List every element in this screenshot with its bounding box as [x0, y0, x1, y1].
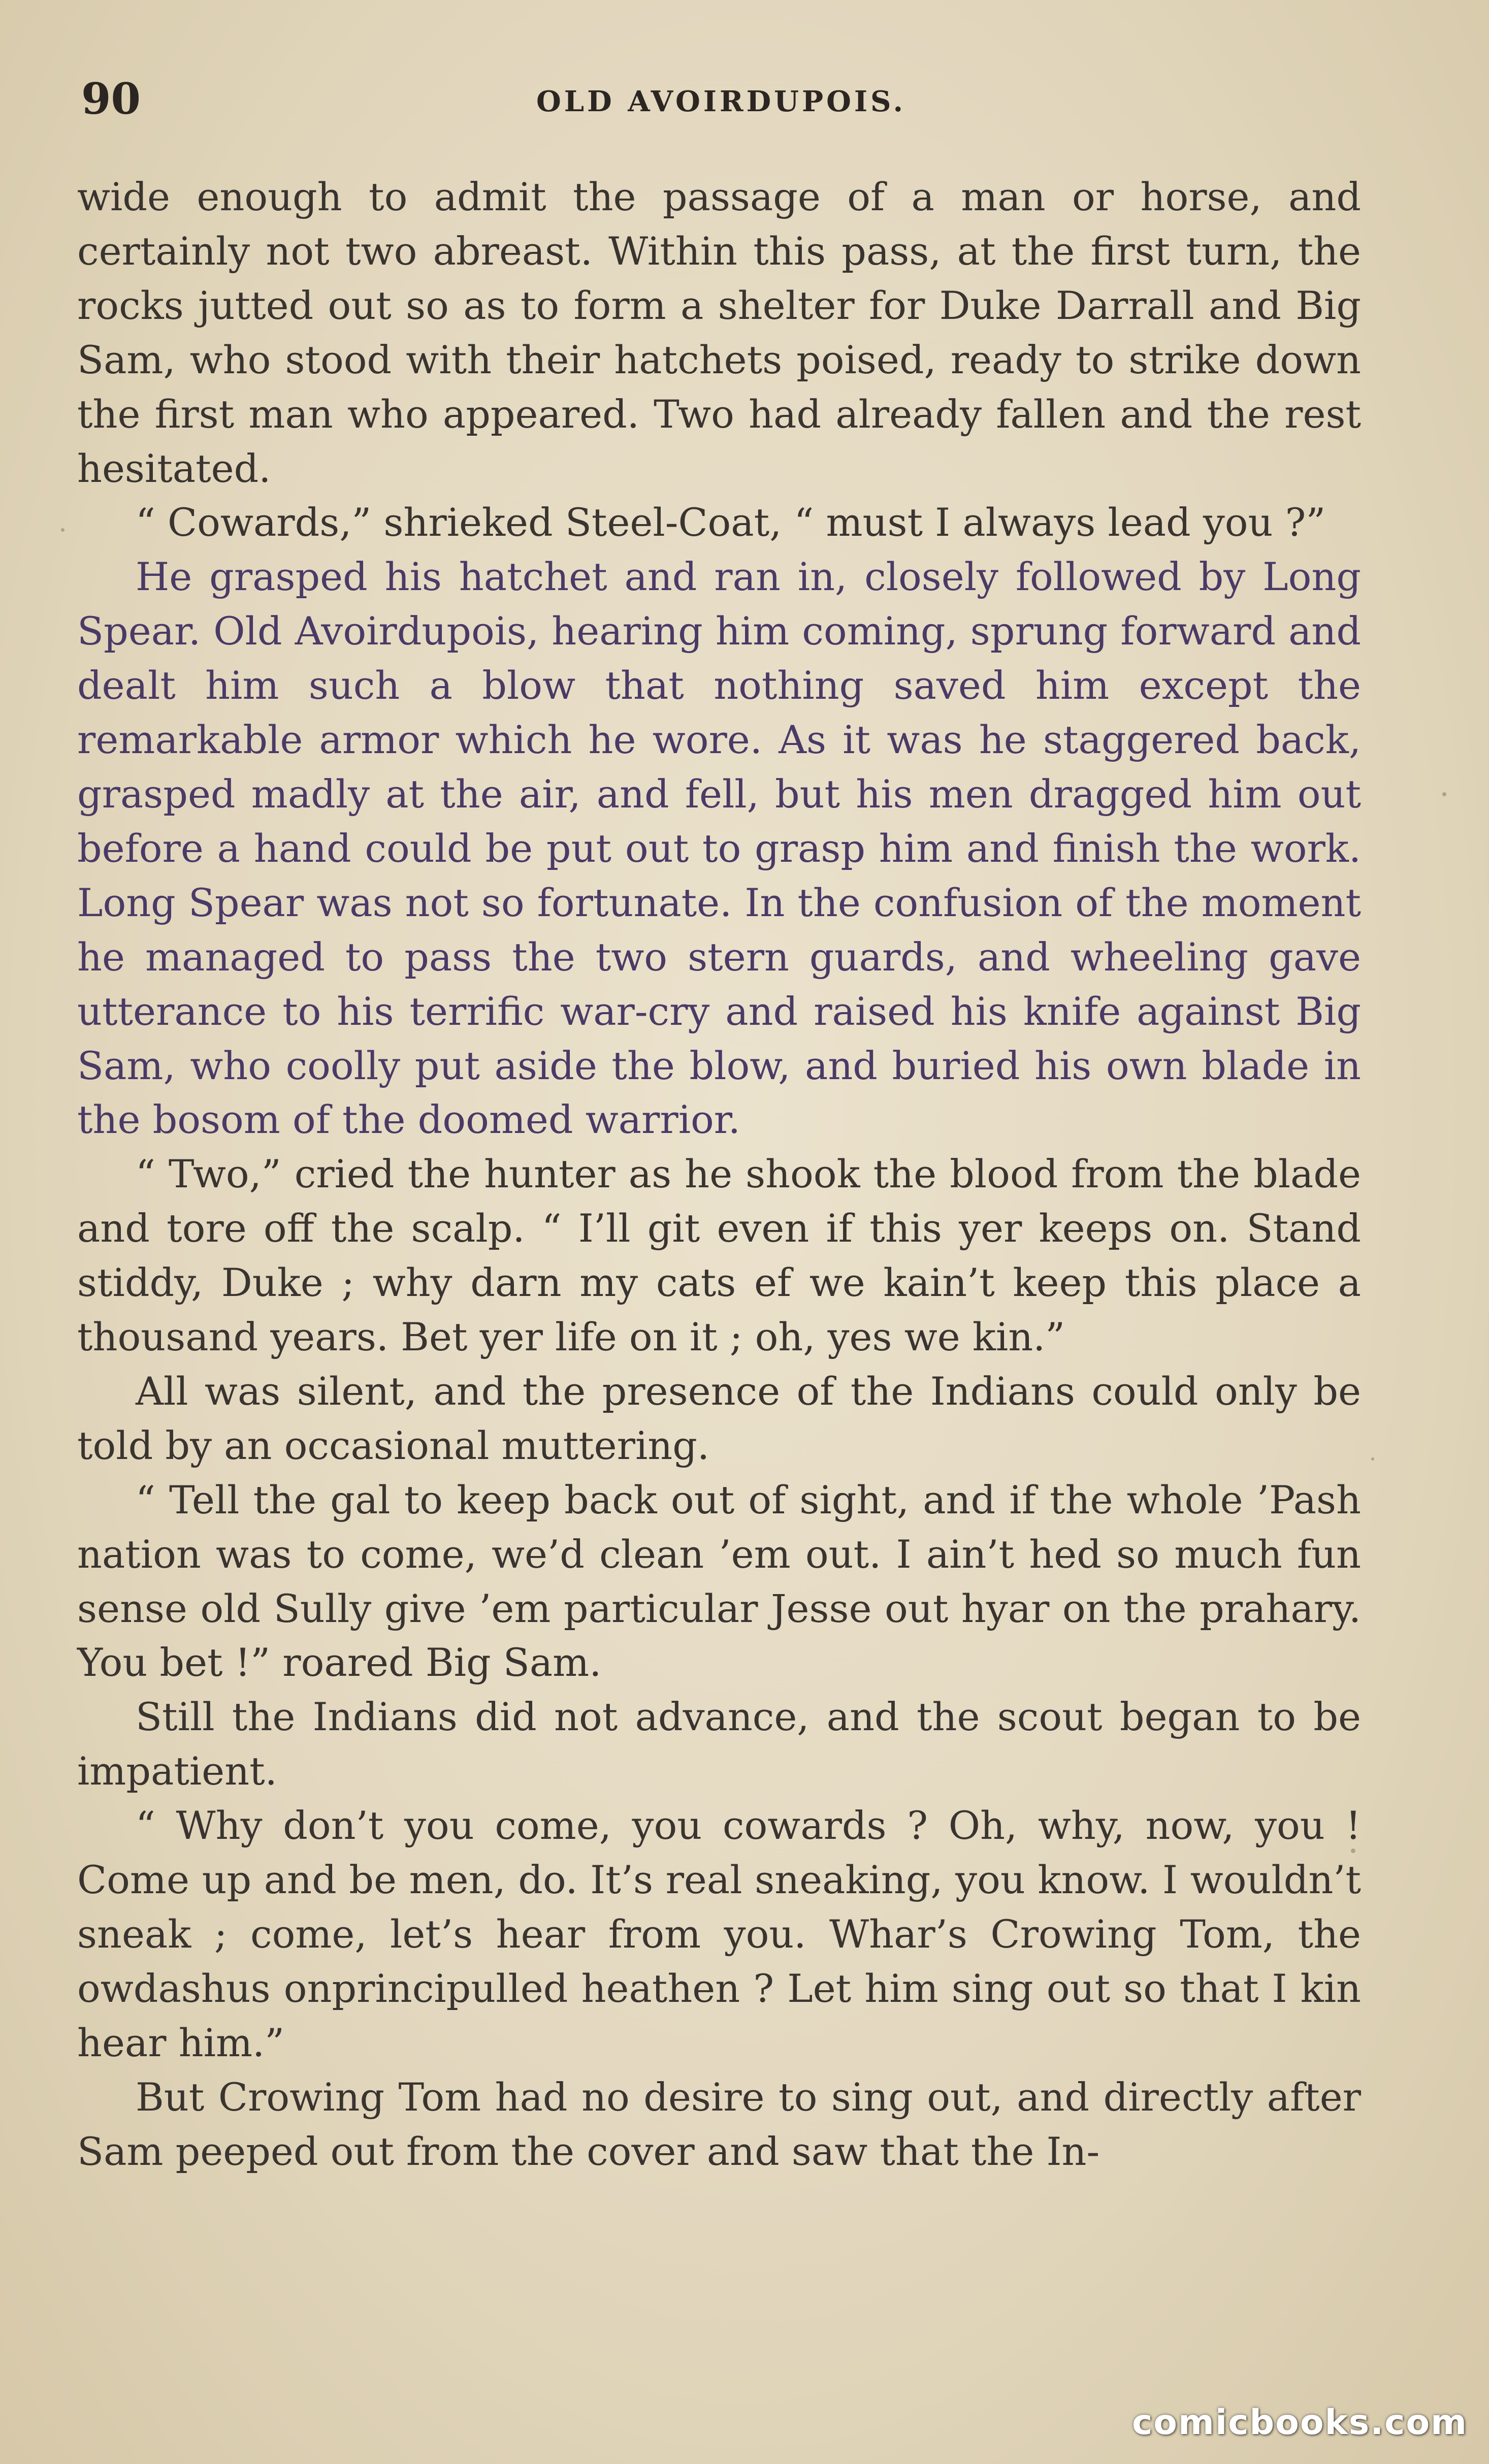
paragraph: Still the Indians did not advance, and the scout began to be impatient.: [77, 1694, 1361, 1794]
watermark: comicbooks.com: [1131, 2403, 1468, 2443]
paragraph: “ Two,” cried the hunter as he shook the blood from the blade and tore off the scalp. “ I’ll git even if this yer keeps on. Stand stiddy, Duke ; why darn my cats ef we kain’t keep this place a thousand years. Bet yer life on it ; oh, yes we kin.”: [77, 1151, 1361, 1360]
page-header: [81, 71, 1361, 127]
paragraph: “ Cowards,” shrieked Steel-Coat, “ must I always lead you ?”: [136, 500, 1326, 545]
paper-speck: [1442, 792, 1446, 796]
paragraph: All was silent, and the presence of the Indians could only be told by an occasional muttering.: [77, 1368, 1361, 1468]
paragraph: “ Tell the gal to keep back out of sight, and if the whole ’Pash nation was to come, we’d clean ’em out. I ain’t hed so much fun sense old Sully give ’em particular Jesse out hyar on the prahary. You bet !” roared Big Sam.: [77, 1477, 1361, 1685]
paper-speck: [61, 528, 64, 532]
paper-speck: [1351, 1849, 1355, 1853]
page-number: 90: [81, 74, 141, 124]
body-text: [77, 170, 1361, 2179]
paragraph: “ Why don’t you come, you cowards ? Oh, why, now, you ! Come up and be men, do. It’s real sneaking, you know. I wouldn’t sneak ; come, let’s hear from you. Whar’s Crowing Tom, the owdashus onprincipulled heathen ? Let him sing out so that I kin hear him.”: [77, 1803, 1361, 2065]
paper-speck: [1371, 1457, 1374, 1461]
paragraph: wide enough to admit the passage of a man or horse, and certainly not two abreast. Within this pass, at the first turn, the rocks jutted out so as to form a shelter for Duke Darrall and Big Sam, who stood with their hatchets poised, ready to strike down the first man who appeared. Two had already fallen and the rest hesitated.: [77, 174, 1361, 491]
paragraph: He grasped his hatchet and ran in, closely followed by Long Spear. Old Avoirdupois, hearing him coming, sprung forward and dealt him such a blow that nothing saved him except the remarkable armor which he wore. As it was he staggered back, grasped madly at the air, and fell, but his men dragged him out before a hand could be put out to grasp him and finish the work. Long Spear was not so fortunate. In the confusion of the moment he managed to pass the two stern guards, and wheeling gave utterance to his terrific war-cry and raised his knife against Big Sam, who coolly put aside the blow, and buried his own blade in the bosom of the doomed warrior.: [77, 554, 1361, 1143]
running-head: OLD AVOIRDUPOIS.: [536, 85, 906, 118]
paragraph: But Crowing Tom had no desire to sing out, and directly after Sam peeped out from the cover and saw that the In-: [77, 2074, 1361, 2174]
